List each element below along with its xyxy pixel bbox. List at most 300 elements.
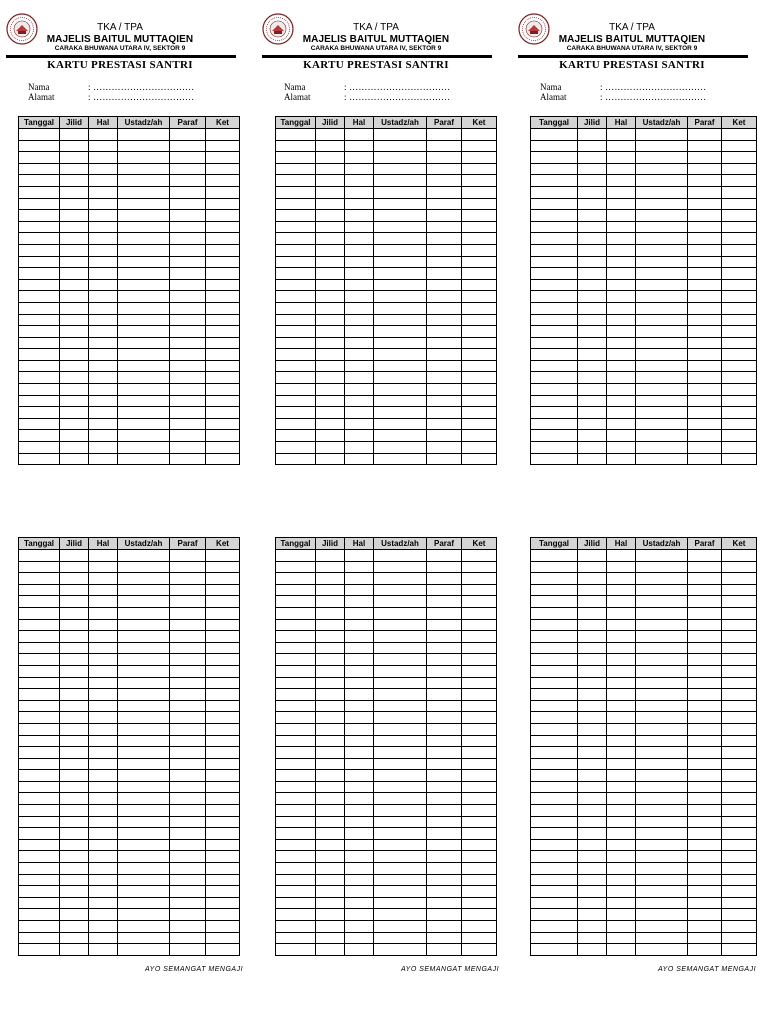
header-rule — [262, 55, 492, 58]
table-cell — [206, 210, 240, 222]
achievement-table — [530, 116, 757, 465]
table-row — [531, 665, 757, 677]
table-cell — [374, 816, 427, 828]
table-cell — [427, 152, 462, 164]
table-cell — [345, 863, 374, 875]
table-cell — [607, 805, 636, 817]
table-cell — [578, 909, 607, 921]
table-cell — [170, 665, 206, 677]
table-cell — [118, 140, 170, 152]
table-row — [276, 418, 497, 430]
table-cell — [688, 418, 722, 430]
table-cell — [374, 244, 427, 256]
table-cell — [19, 828, 60, 840]
table-cell — [688, 256, 722, 268]
table-cell — [374, 909, 427, 921]
table-cell — [206, 268, 240, 280]
table-cell — [316, 140, 345, 152]
table-cell — [374, 828, 427, 840]
table-cell — [170, 561, 206, 573]
table-cell — [276, 349, 316, 361]
org-address: CARAKA BHUWANA UTARA IV, SEKTOR 9 — [566, 45, 698, 52]
table-cell — [206, 326, 240, 338]
table-cell — [276, 723, 316, 735]
table-cell — [374, 453, 427, 465]
table-cell — [578, 584, 607, 596]
table-cell — [206, 314, 240, 326]
table-cell — [374, 349, 427, 361]
table-cell — [276, 689, 316, 701]
table-cell — [374, 932, 427, 944]
table-cell — [607, 665, 636, 677]
table-cell — [170, 631, 206, 643]
table-cell — [206, 793, 240, 805]
table-cell — [89, 909, 118, 921]
table-cell — [531, 395, 578, 407]
table-cell — [276, 607, 316, 619]
table-cell — [316, 654, 345, 666]
table-row — [531, 268, 757, 280]
table-cell — [578, 337, 607, 349]
table-cell — [688, 442, 722, 454]
table-cell — [19, 921, 60, 933]
table-cell — [462, 897, 497, 909]
table-cell — [462, 453, 497, 465]
table-cell — [531, 944, 578, 956]
table-cell — [170, 747, 206, 759]
table-cell — [206, 291, 240, 303]
table-cell — [531, 723, 578, 735]
table-cell — [19, 596, 60, 608]
table-row — [276, 665, 497, 677]
table-row — [531, 631, 757, 643]
alamat-label: Alamat — [284, 92, 311, 102]
table-cell — [60, 233, 89, 245]
table-cell — [206, 689, 240, 701]
table-cell — [607, 619, 636, 631]
table-cell — [60, 793, 89, 805]
table-cell — [462, 665, 497, 677]
table-cell — [607, 921, 636, 933]
table-cell — [427, 561, 462, 573]
table-cell — [345, 932, 374, 944]
table-cell — [276, 944, 316, 956]
table-row — [531, 932, 757, 944]
table-cell — [206, 781, 240, 793]
table-cell — [19, 198, 60, 210]
table-cell — [60, 430, 89, 442]
table-cell — [316, 886, 345, 898]
table-cell — [607, 268, 636, 280]
table-row — [531, 747, 757, 759]
table-cell — [60, 395, 89, 407]
org-name: MAJELIS BAITUL MUTTAQIEN — [558, 34, 706, 45]
table-cell — [170, 453, 206, 465]
table-cell — [607, 839, 636, 851]
table-cell — [531, 677, 578, 689]
table-row — [531, 642, 757, 654]
table-row — [19, 712, 240, 724]
table-cell — [607, 874, 636, 886]
table-cell — [578, 360, 607, 372]
table-cell — [636, 198, 688, 210]
table-cell — [170, 198, 206, 210]
table-cell — [607, 793, 636, 805]
table-cell — [722, 921, 757, 933]
table-cell — [607, 430, 636, 442]
table-cell — [60, 210, 89, 222]
table-cell — [531, 407, 578, 419]
table-row — [531, 453, 757, 465]
table-row — [19, 677, 240, 689]
table-cell — [374, 793, 427, 805]
table-row — [531, 152, 757, 164]
table-cell — [206, 839, 240, 851]
table-cell — [118, 631, 170, 643]
table-cell — [607, 550, 636, 562]
table-cell — [462, 793, 497, 805]
table-cell — [206, 723, 240, 735]
table-cell — [206, 186, 240, 198]
table-cell — [345, 453, 374, 465]
table-cell — [316, 944, 345, 956]
table-cell — [531, 140, 578, 152]
table-cell — [578, 233, 607, 245]
table-cell — [374, 360, 427, 372]
table-cell — [118, 770, 170, 782]
table-cell — [170, 816, 206, 828]
table-cell — [374, 631, 427, 643]
table-cell — [60, 337, 89, 349]
table-cell — [19, 221, 60, 233]
table-cell — [345, 140, 374, 152]
table-cell — [89, 384, 118, 396]
table-cell — [19, 314, 60, 326]
table-cell — [89, 186, 118, 198]
table-cell — [316, 233, 345, 245]
table-row — [276, 654, 497, 666]
table-cell — [636, 874, 688, 886]
alamat-blank: : …………………………… — [88, 92, 195, 102]
table-cell — [636, 442, 688, 454]
table-row — [19, 372, 240, 384]
table-cell — [374, 198, 427, 210]
table-cell — [688, 198, 722, 210]
table-cell — [345, 384, 374, 396]
table-cell — [462, 360, 497, 372]
table-cell — [374, 886, 427, 898]
table-cell — [60, 349, 89, 361]
table-cell — [276, 221, 316, 233]
table-cell — [89, 851, 118, 863]
table-cell — [531, 607, 578, 619]
table-cell — [89, 712, 118, 724]
table-row — [19, 326, 240, 338]
table-cell — [276, 210, 316, 222]
table-row — [531, 689, 757, 701]
table-cell — [89, 700, 118, 712]
table-cell — [607, 314, 636, 326]
table-cell — [374, 607, 427, 619]
table-cell — [578, 430, 607, 442]
table-cell — [206, 851, 240, 863]
table-cell — [688, 828, 722, 840]
table-row — [531, 654, 757, 666]
table-cell — [206, 770, 240, 782]
table-cell — [19, 550, 60, 562]
table-cell — [19, 677, 60, 689]
table-row — [19, 268, 240, 280]
table-cell — [345, 596, 374, 608]
table-cell — [688, 372, 722, 384]
table-cell — [722, 349, 757, 361]
table-row — [276, 805, 497, 817]
table-cell — [170, 175, 206, 187]
table-row — [19, 244, 240, 256]
table-cell — [170, 642, 206, 654]
table-cell — [316, 735, 345, 747]
table-cell — [118, 619, 170, 631]
table-cell — [118, 758, 170, 770]
table-cell — [345, 314, 374, 326]
table-cell — [118, 735, 170, 747]
table-row — [531, 561, 757, 573]
table-row — [531, 302, 757, 314]
table-cell — [60, 407, 89, 419]
table-cell — [170, 360, 206, 372]
table-cell — [607, 689, 636, 701]
table-cell — [427, 851, 462, 863]
table-cell — [607, 932, 636, 944]
table-cell — [345, 839, 374, 851]
table-row — [531, 442, 757, 454]
table-cell — [276, 781, 316, 793]
table-cell — [19, 932, 60, 944]
table-cell — [118, 863, 170, 875]
table-cell — [276, 596, 316, 608]
table-cell — [531, 642, 578, 654]
nama-field — [28, 82, 228, 92]
table-cell — [462, 395, 497, 407]
table-cell — [60, 163, 89, 175]
table-cell — [578, 781, 607, 793]
table-cell — [688, 349, 722, 361]
table-cell — [578, 607, 607, 619]
table-row — [19, 793, 240, 805]
table-cell — [316, 430, 345, 442]
table-cell — [89, 689, 118, 701]
table-cell — [345, 256, 374, 268]
table-cell — [316, 700, 345, 712]
table-cell — [607, 561, 636, 573]
table-cell — [427, 279, 462, 291]
table-row — [19, 816, 240, 828]
table-cell — [722, 944, 757, 956]
table-cell — [578, 326, 607, 338]
table-cell — [462, 816, 497, 828]
table-cell — [531, 372, 578, 384]
column-header: Ket — [722, 117, 757, 129]
table-cell — [60, 326, 89, 338]
table-cell — [170, 442, 206, 454]
table-cell — [531, 584, 578, 596]
column-header: Ustadz/ah — [636, 538, 688, 550]
table-cell — [578, 442, 607, 454]
table-cell — [462, 770, 497, 782]
table-cell — [345, 886, 374, 898]
table-cell — [276, 863, 316, 875]
table-cell — [722, 326, 757, 338]
table-cell — [170, 129, 206, 141]
table-cell — [607, 395, 636, 407]
table-cell — [170, 279, 206, 291]
table-cell — [170, 210, 206, 222]
table-cell — [276, 550, 316, 562]
table-cell — [19, 654, 60, 666]
table-cell — [60, 944, 89, 956]
table-cell — [531, 909, 578, 921]
table-cell — [531, 326, 578, 338]
table-cell — [427, 244, 462, 256]
table-cell — [607, 453, 636, 465]
table-cell — [607, 909, 636, 921]
table-cell — [118, 360, 170, 372]
table-cell — [118, 314, 170, 326]
table-cell — [636, 395, 688, 407]
table-cell — [118, 654, 170, 666]
table-cell — [316, 932, 345, 944]
table-cell — [276, 163, 316, 175]
table-cell — [170, 863, 206, 875]
table-row — [276, 863, 497, 875]
table-cell — [636, 129, 688, 141]
table-cell — [345, 268, 374, 280]
table-cell — [118, 129, 170, 141]
table-cell — [60, 221, 89, 233]
table-cell — [345, 198, 374, 210]
table-row — [19, 349, 240, 361]
table-cell — [206, 244, 240, 256]
table-cell — [60, 735, 89, 747]
table-cell — [427, 921, 462, 933]
table-cell — [316, 326, 345, 338]
card-header-2 — [260, 0, 492, 100]
table-cell — [722, 712, 757, 724]
table-row — [19, 221, 240, 233]
table-cell — [462, 384, 497, 396]
table-cell — [722, 584, 757, 596]
table-cell — [19, 395, 60, 407]
table-cell — [722, 561, 757, 573]
table-cell — [276, 932, 316, 944]
table-row — [531, 140, 757, 152]
table-row — [531, 805, 757, 817]
table-cell — [118, 337, 170, 349]
table-row — [276, 770, 497, 782]
table-row — [276, 186, 497, 198]
table-row — [276, 735, 497, 747]
table-cell — [206, 360, 240, 372]
table-cell — [316, 723, 345, 735]
table-cell — [19, 665, 60, 677]
table-cell — [374, 550, 427, 562]
table-cell — [19, 384, 60, 396]
table-cell — [636, 921, 688, 933]
table-cell — [636, 360, 688, 372]
table-cell — [19, 631, 60, 643]
nama-label: Nama — [284, 82, 306, 92]
table-row — [531, 584, 757, 596]
column-header: Hal — [345, 117, 374, 129]
table-cell — [316, 302, 345, 314]
table-cell — [19, 735, 60, 747]
table-cell — [60, 747, 89, 759]
table-cell — [316, 897, 345, 909]
table-cell — [316, 175, 345, 187]
table-cell — [118, 442, 170, 454]
table-cell — [636, 816, 688, 828]
table-cell — [722, 337, 757, 349]
table-cell — [118, 430, 170, 442]
table-cell — [462, 619, 497, 631]
column-header: Hal — [345, 538, 374, 550]
table-cell — [374, 384, 427, 396]
table-cell — [722, 302, 757, 314]
table-cell — [722, 874, 757, 886]
table-cell — [345, 302, 374, 314]
table-cell — [374, 314, 427, 326]
table-cell — [206, 863, 240, 875]
table-cell — [578, 839, 607, 851]
table-cell — [374, 418, 427, 430]
table-cell — [19, 619, 60, 631]
card-header-1 — [4, 0, 236, 100]
table-cell — [427, 596, 462, 608]
table-cell — [607, 758, 636, 770]
table-cell — [607, 418, 636, 430]
table-cell — [118, 677, 170, 689]
table-cell — [688, 677, 722, 689]
table-cell — [19, 851, 60, 863]
table-cell — [170, 163, 206, 175]
table-cell — [89, 793, 118, 805]
table-cell — [531, 550, 578, 562]
table-cell — [722, 453, 757, 465]
table-cell — [206, 816, 240, 828]
table-cell — [607, 863, 636, 875]
table-row — [531, 337, 757, 349]
table-cell — [462, 689, 497, 701]
table-cell — [170, 140, 206, 152]
table-cell — [578, 129, 607, 141]
table-cell — [206, 279, 240, 291]
table-cell — [206, 407, 240, 419]
table-cell — [276, 291, 316, 303]
table-cell — [19, 897, 60, 909]
table-cell — [345, 851, 374, 863]
table-cell — [89, 828, 118, 840]
table-cell — [427, 291, 462, 303]
table-cell — [345, 874, 374, 886]
table-row — [19, 839, 240, 851]
table-cell — [276, 256, 316, 268]
table-row — [19, 337, 240, 349]
table-cell — [19, 747, 60, 759]
table-row — [276, 302, 497, 314]
table-row — [531, 770, 757, 782]
table-cell — [531, 863, 578, 875]
table-cell — [89, 932, 118, 944]
